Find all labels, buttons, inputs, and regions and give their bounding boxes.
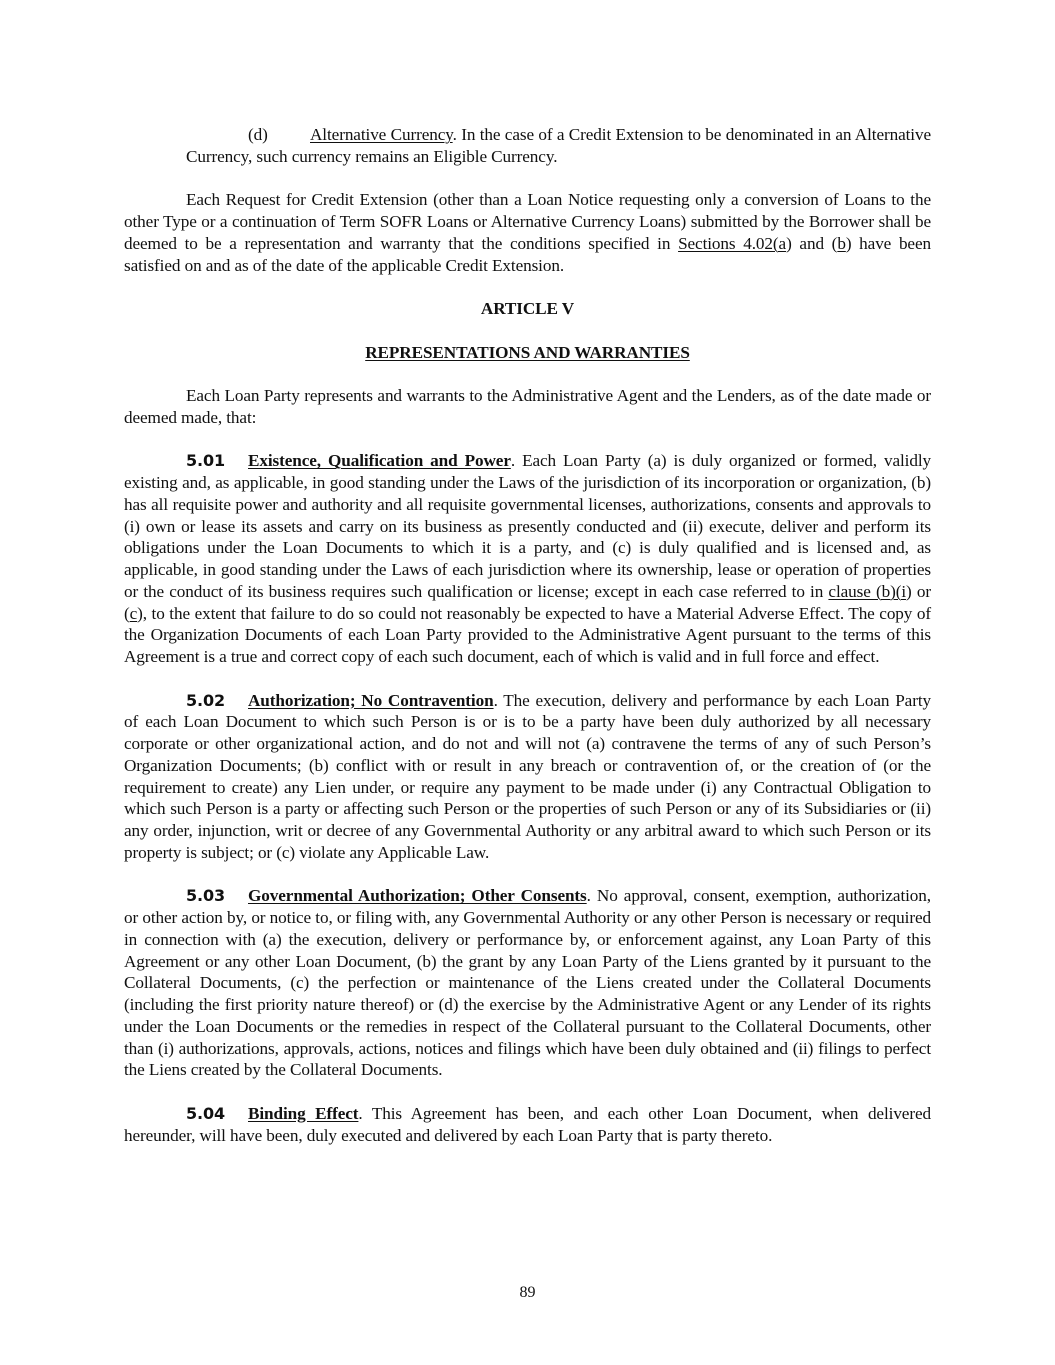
page-number: 89	[519, 1284, 536, 1301]
article-number: ARTICLE V	[480, 299, 575, 318]
request-paragraph	[124, 189, 931, 276]
section-text: . No approval, consent, exemption, authorization, or other action by, or notice to, or filing with, any Governmental Authority or any other Person is necessary or required in connection with (a) the execution, delivery or performance by, or enforcement against, any Loan Party of this Agreement or any other Loan Document, (b) the grant by any Loan Party of the Liens granted by it pursuant to the Collateral Documents, (c) the perfection or maintenance of the Liens created under the Collateral Documents (including the first priority nature thereof) or (d) the exercise by the Administrative Agent or any Lender of its rights under the Loan Documents or the remedies in respect of the Collateral pursuant to the Collateral Documents, other than (i) authorizations, approvals, actions, notices and filings which have been duly obtained and (ii) filings to perfect the Liens created by the Collateral Documents.	[124, 886, 931, 1080]
section-title: Existence, Qualification and Power	[248, 451, 511, 471]
request-text: Each Request for Credit Extension (other than a Loan Notice requesting only a conversion of Loans to the other Type or a continuation of Term SOFR Loans or Alternative Currency Loans) submitted by the Borrower shall be deemed to be a representation and warranty that the conditions specified in	[124, 190, 931, 253]
section-5-01	[124, 450, 931, 668]
request-text: ) and (	[786, 233, 838, 253]
section-number: 5.01	[186, 451, 226, 471]
clause-b-link[interactable]: b	[837, 233, 846, 253]
section-text: . This Agreement has been, and each other Loan Document, when delivered hereunder, will have been, duly executed and delivered by each Loan Party that is party thereto.	[124, 1103, 931, 1145]
section-number: 5.03	[186, 886, 226, 906]
article-title: REPRESENTATIONS AND WARRANTIES	[365, 342, 690, 362]
section-title: Governmental Authorization; Other Consents	[248, 886, 587, 906]
clause-c-link[interactable]: c	[129, 603, 138, 623]
item-d-text: . In the case of a Credit Extension to be denominated in an Alternative Currency, such currency remains an Eligible Currency.	[186, 125, 931, 166]
section-text: ) or (	[124, 581, 931, 623]
section-number: 5.04	[186, 1103, 226, 1123]
section-text: ), to the extent that failure to do so could not reasonably be expected to have a Material Adverse Effect. The copy of the Organization Documents of each Loan Party provided to the Administrative Agent pursuant to the terms of this Agreement is a true and correct copy of each such document, each of which is valid and in full force and effect.	[124, 603, 931, 666]
section-text: . The execution, delivery and performance by each Loan Party of each Loan Document to which such Person is or is to be a party have been duly authorized by all necessary corporate or other organizational action, and do not and will not (a) contravene the terms of any of such Person’s Organization Documents; (b) conflict with or result in any breach or contravention of, or the creation of (or the requirement to create) any Lien under, or require any payment to be made under (i) any Contractual Obligation to which such Person is a party or affecting such Person or the properties of such Person or any of its Subsidiaries or (ii) any order, injunction, writ or decree of any Governmental Authority or any arbitral award to which such Person or its property is subject; or (c) violate any Applicable Law.	[124, 690, 931, 862]
intro-paragraph: Each Loan Party represents and warrants to the Administrative Agent and the Lenders, as of the date made or deemed made, that:	[124, 386, 931, 427]
item-d-title: Alternative Currency	[310, 125, 453, 144]
section-5-03	[124, 885, 931, 1081]
section-number: 5.02	[186, 690, 226, 710]
section-title: Binding Effect	[248, 1103, 359, 1123]
item-d-paragraph	[124, 124, 931, 168]
section-text: . Each Loan Party (a) is duly organized or formed, validly existing and, as applicable, in good standing under the Laws of the jurisdiction of its incorporation or organization, (b) has all requisite power and authority and all requisite governmental licenses, authorizations, consents and approvals to (i) own or lease its assets and carry on its business as presently conducted and (ii) execute, deliver and perform its obligations under the Loan Documents to which it is a party, and (c) is duly qualified and is licensed and, as applicable, in good standing under the Laws of each jurisdiction where its ownership, lease or operation of properties or the conduct of its business requires such qualification or license; except in each case referred to in	[124, 451, 931, 601]
clause-b-i-link[interactable]: clause (b)(i	[828, 581, 907, 601]
request-text: ) have been satisfied on and as of the date of the applicable Credit Extension.	[124, 233, 931, 275]
section-5-02	[124, 690, 931, 864]
document-page	[124, 124, 931, 1146]
section-5-04	[124, 1103, 931, 1147]
section-title: Authorization; No Contravention	[248, 690, 494, 710]
item-d-label: (d)	[248, 125, 268, 144]
sections-link[interactable]: Sections 4.02(a	[678, 233, 787, 253]
